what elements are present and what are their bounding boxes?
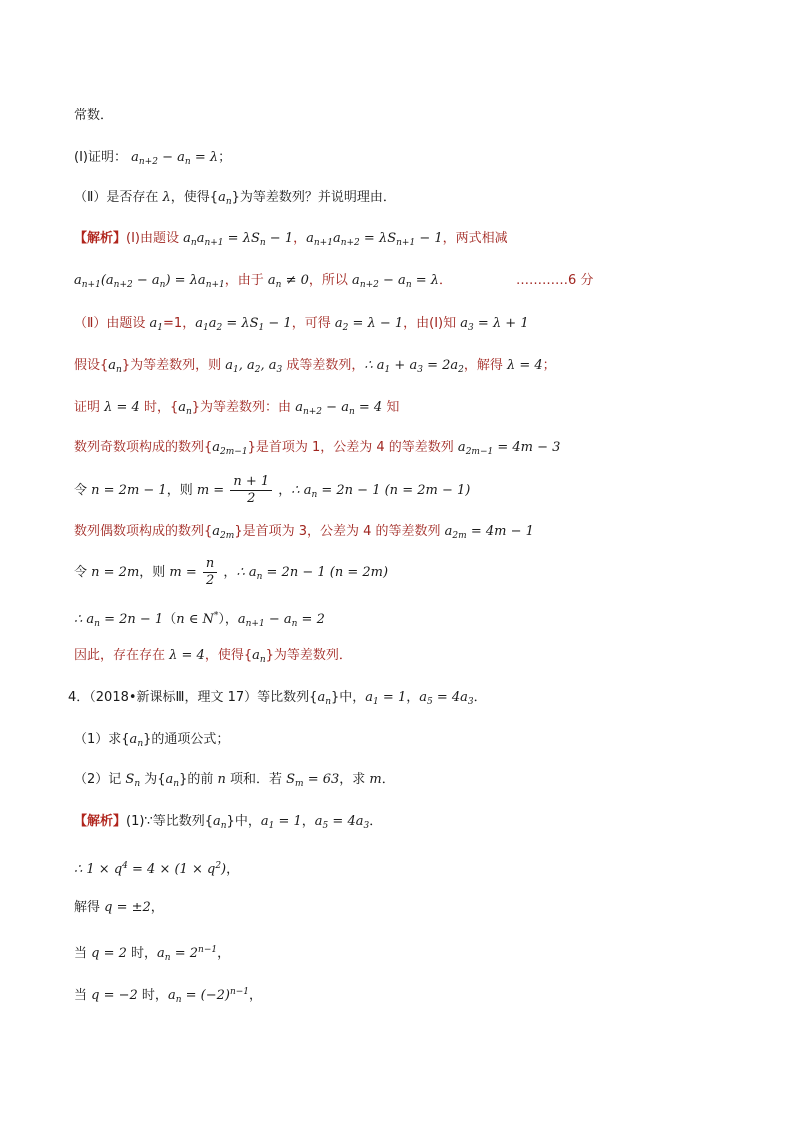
part1-end: ； xyxy=(218,150,232,165)
solution-2-line-b: 假设$\{a_n\}$为等差数列，则 $a_1$, $a_2$, $a_3$ 成等差数列，∴ $a_1 + a_3 = 2a_2$，解得 λ = 4； xyxy=(74,358,556,375)
solution-2-line-h: ∴ $a_n = 2n - 1(n$ ∈ N*），$a_{n+1} - a_n = 2$ xyxy=(74,611,325,629)
solution-2-line-c: 证明 λ = 4 时，$\{a_n\}$为等差数列：由 $a_{n+2} - a_n = 4$ 知 xyxy=(74,400,400,417)
solution-1-score: …………6 分 xyxy=(516,273,594,288)
question-4-solution-line-5: 当 q = −2 时，$a_n = (-2)^{n-1}$， xyxy=(74,987,263,1005)
question-4-solution-tag: 【解析】 xyxy=(74,814,127,829)
question-4-solution-line-4: 当 q = 2 时，$a_n = 2^{n-1}$， xyxy=(74,945,231,963)
question-4-part-1: （1）求$\{a_n\}$的通项公式； xyxy=(74,732,230,749)
solution-2-line-a: （Ⅱ）由题设 $a_1=1$，$a_1a_2 = \lambda S_1 - 1$，可得 $a_2 = \lambda - 1$，由(Ⅰ)知 $a_3 = \lambda + 1$ xyxy=(74,316,529,333)
question-4-solution-line-1: 【解析】(1)∵等比数列$\{a_n\}$中，$a_1 = 1$，$a_5 = 4a_3$． xyxy=(74,814,383,831)
question-4-part-2: （2）记 $S_n$ 为$\{a_n\}$的前 n 项和．若 $S_m = 63$，求 m． xyxy=(74,772,395,789)
intro-text: 常数． xyxy=(74,108,114,123)
solution-2-line-e: 令 n = 2m − 1，则 m = $\frac{n + 1}{2}$ ，∴ $a_n = 2n - 1$ (n = 2m − 1) xyxy=(74,474,471,506)
solution-2-line-i: 因此，存在存在 λ = 4，使得$\{a_n\}$为等差数列． xyxy=(74,648,352,665)
fraction-n-plus-1-over-2: $\frac{n + 1}{2}$ xyxy=(230,474,272,507)
solution-1-line-b: $a_{n+1}(a_{n+2} - a_n) = \lambda a_{n+1}$，由于 $a_n \ne 0$，所以 $a_{n+2} - a_n = \lambda$． xyxy=(74,273,453,290)
intro-line xyxy=(74,106,734,126)
fraction-n-over-2: $\frac{n}{2}$ xyxy=(203,556,217,589)
part1-line xyxy=(74,148,734,172)
part2-line: （Ⅱ）是否存在 λ，使得$\{a_n\}$为等差数列？并说明理由． xyxy=(74,190,396,207)
part1-formula: $a_{n+2} - a_n = \lambda$ xyxy=(131,150,219,167)
solution-2-line-f: 数列偶数项构成的数列$\{a_{2m}\}$是首项为 3，公差为 4 的等差数列 $a_{2m} = 4m - 1$ xyxy=(74,524,534,541)
solution-tag: 【解析】 xyxy=(74,231,127,246)
question-4-solution-line-2: ∴ $1 \times q^4 = 4 \times (1 \times q^2)$， xyxy=(74,861,240,877)
question-4-solution-line-3: 解得 q = ±2， xyxy=(74,900,164,915)
solution-2-line-d: 数列奇数项构成的数列$\{a_{2m-1}\}$是首项为 1，公差为 4 的等差数列 $a_{2m-1} = 4m - 3$ xyxy=(74,440,561,457)
solution-1-line-a: 【解析】(I)由题设 $a_na_{n+1} = \lambda S_n - 1$，$a_{n+1}a_{n+2} = \lambda S_{n+1} - 1$，两式相减 xyxy=(74,231,508,248)
part1-label: (I)证明： xyxy=(74,150,127,165)
solution-2-line-g: 令 n = 2m，则 m = $\frac{n}{2}$ ，∴ $a_n = 2n - 1$ (n = 2m) xyxy=(74,556,389,588)
question-4-line: 4．（2018•新课标Ⅲ，理文 17）等比数列$\{a_n\}$中，$a_1 = 1$，$a_5 = 4a_3$． xyxy=(68,690,487,707)
